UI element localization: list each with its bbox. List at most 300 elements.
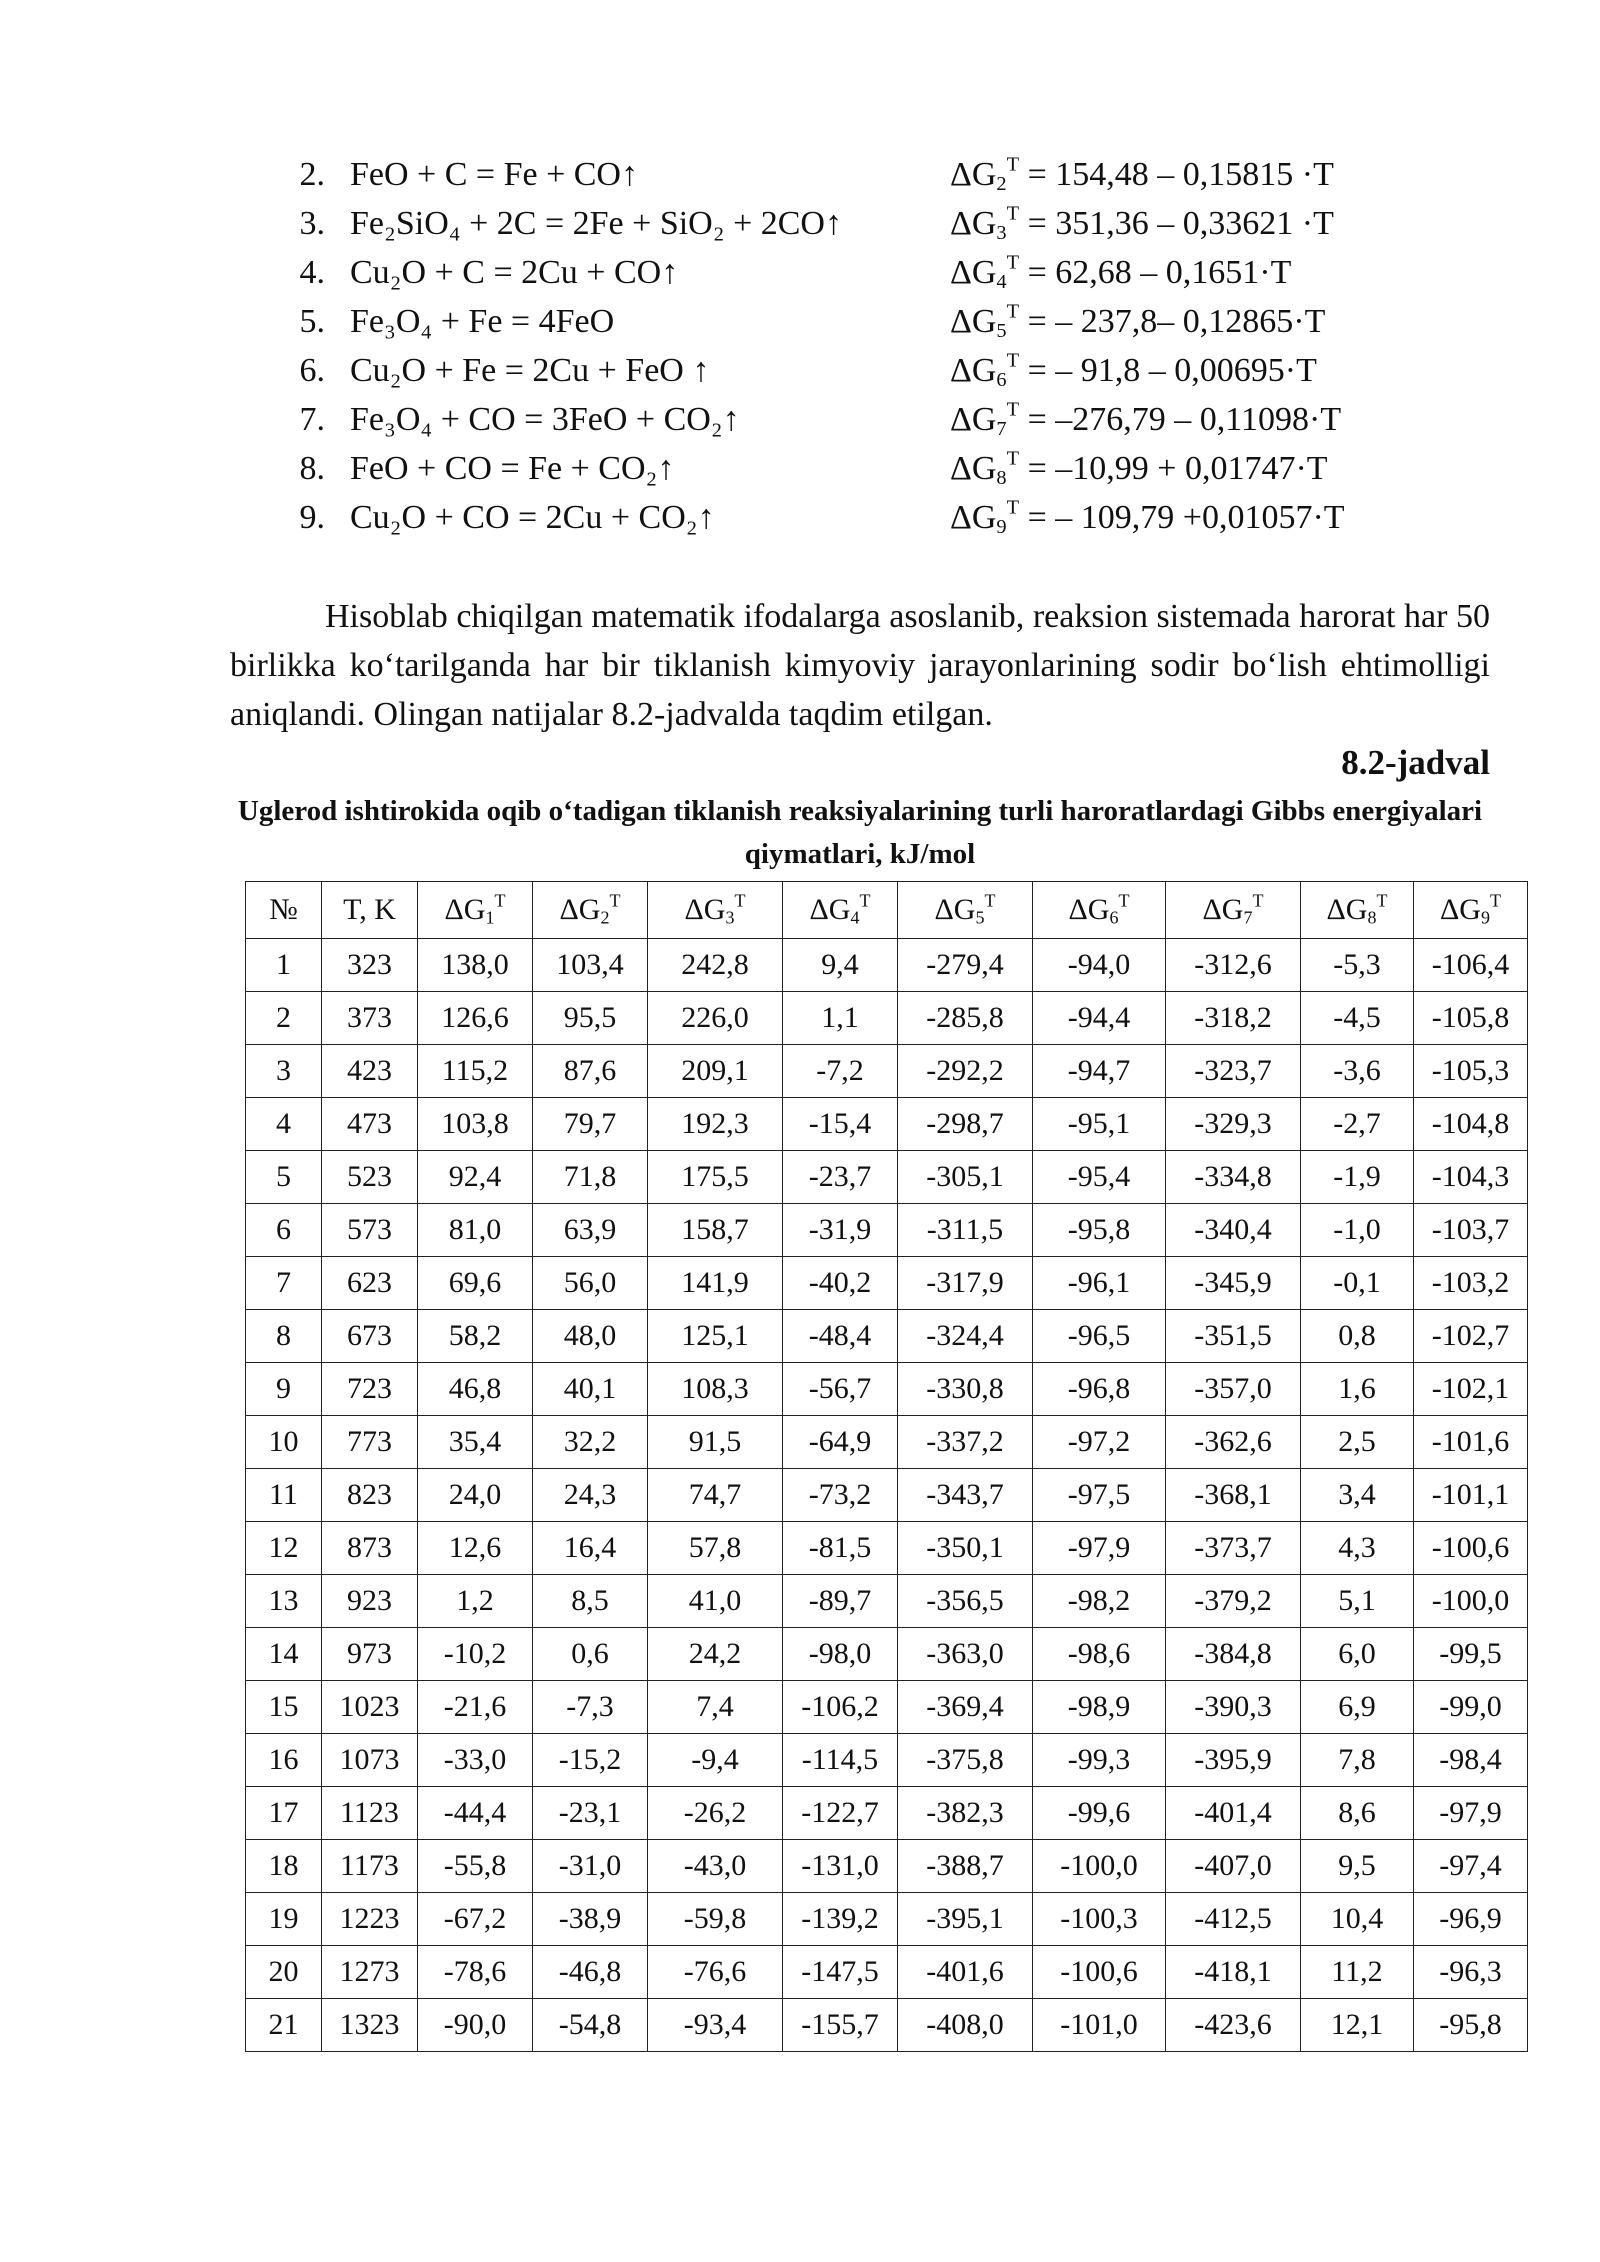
table-cell: -292,2 bbox=[898, 1045, 1033, 1098]
table-cell: 103,8 bbox=[418, 1098, 533, 1151]
table-row bbox=[246, 1522, 1528, 1575]
table-cell: -1,0 bbox=[1301, 1204, 1414, 1257]
table-cell: 12 bbox=[246, 1522, 322, 1575]
table-cell: -330,8 bbox=[898, 1363, 1033, 1416]
table-row bbox=[246, 1045, 1528, 1098]
equation-row bbox=[285, 395, 1415, 444]
table-cell: -97,5 bbox=[1033, 1469, 1166, 1522]
table-cell: -98,9 bbox=[1033, 1681, 1166, 1734]
column-header: $\Delta G_6^T$ bbox=[1033, 882, 1166, 939]
reaction-formula: Cu₂O + C = 2Cu + CO↑ bbox=[350, 254, 679, 291]
table-cell: -43,0 bbox=[648, 1840, 783, 1893]
table-cell: -382,3 bbox=[898, 1787, 1033, 1840]
table-cell: -423,6 bbox=[1166, 1999, 1301, 2052]
table-row bbox=[246, 1151, 1528, 1204]
table-cell: -395,9 bbox=[1166, 1734, 1301, 1787]
table-cell: -23,1 bbox=[533, 1787, 648, 1840]
column-header: $\Delta G_1^T$ bbox=[418, 882, 533, 939]
table-cell: -99,6 bbox=[1033, 1787, 1166, 1840]
table-cell: 125,1 bbox=[648, 1310, 783, 1363]
table-cell: -26,2 bbox=[648, 1787, 783, 1840]
table-cell: 69,6 bbox=[418, 1257, 533, 1310]
table-cell: -103,2 bbox=[1414, 1257, 1528, 1310]
table-row bbox=[246, 1999, 1528, 2052]
table-cell: -94,7 bbox=[1033, 1045, 1166, 1098]
table-cell: 103,4 bbox=[533, 939, 648, 992]
table-cell: 175,5 bbox=[648, 1151, 783, 1204]
table-cell: -54,8 bbox=[533, 1999, 648, 2052]
table-cell: 773 bbox=[322, 1416, 418, 1469]
table-body bbox=[246, 939, 1528, 2052]
table-cell: -407,0 bbox=[1166, 1840, 1301, 1893]
table-cell: 2,5 bbox=[1301, 1416, 1414, 1469]
table-row bbox=[246, 1787, 1528, 1840]
column-header: T, K bbox=[322, 882, 418, 939]
table-cell: -40,2 bbox=[783, 1257, 898, 1310]
table-cell: -99,5 bbox=[1414, 1628, 1528, 1681]
table-cell: -375,8 bbox=[898, 1734, 1033, 1787]
table-cell: -97,2 bbox=[1033, 1416, 1166, 1469]
table-cell: -343,7 bbox=[898, 1469, 1033, 1522]
table-cell: -351,5 bbox=[1166, 1310, 1301, 1363]
equation-number: 2. bbox=[299, 156, 325, 193]
table-cell: -373,7 bbox=[1166, 1522, 1301, 1575]
table-cell: -31,0 bbox=[533, 1840, 648, 1893]
table-cell: -59,8 bbox=[648, 1893, 783, 1946]
equation-row bbox=[285, 248, 1415, 297]
table-row bbox=[246, 992, 1528, 1045]
table-cell: -95,4 bbox=[1033, 1151, 1166, 1204]
table-cell: -81,5 bbox=[783, 1522, 898, 1575]
table-cell: -95,8 bbox=[1033, 1204, 1166, 1257]
table-cell: -357,0 bbox=[1166, 1363, 1301, 1416]
gibbs-expression: $\Delta G_7^T = -276,79 - 0,11098\cdot T$ bbox=[950, 398, 1342, 441]
table-cell: -388,7 bbox=[898, 1840, 1033, 1893]
table-cell: -64,9 bbox=[783, 1416, 898, 1469]
table-row bbox=[246, 1257, 1528, 1310]
table-cell: 18 bbox=[246, 1840, 322, 1893]
table-cell: -100,3 bbox=[1033, 1893, 1166, 1946]
table-cell: -340,4 bbox=[1166, 1204, 1301, 1257]
reaction-formula: FeO + C = Fe + CO↑ bbox=[350, 156, 638, 193]
table-row bbox=[246, 1734, 1528, 1787]
table-cell: -102,7 bbox=[1414, 1310, 1528, 1363]
table-cell: 15 bbox=[246, 1681, 322, 1734]
table-cell: 1 bbox=[246, 939, 322, 992]
table-cell: -98,6 bbox=[1033, 1628, 1166, 1681]
table-cell: -106,4 bbox=[1414, 939, 1528, 992]
table-cell: 48,0 bbox=[533, 1310, 648, 1363]
table-cell: 10 bbox=[246, 1416, 322, 1469]
table-cell: 108,3 bbox=[648, 1363, 783, 1416]
table-cell: 823 bbox=[322, 1469, 418, 1522]
column-header: $\Delta G_8^T$ bbox=[1301, 882, 1414, 939]
table-row bbox=[246, 1840, 1528, 1893]
table-cell: 9,4 bbox=[783, 939, 898, 992]
body-paragraph: Hisoblab chiqilgan matematik ifodalarga asoslanib, reaksion sistemada harorat har 50 birlikka ko‘tarilganda har bir tiklanish kimyoviy jarayonlarining sodir bo‘lish ehtimolligi aniqlandi. Olingan natijalar 8.2-jadvalda taqdim etilgan. bbox=[230, 598, 1490, 733]
table-cell: 3,4 bbox=[1301, 1469, 1414, 1522]
table-cell: -337,2 bbox=[898, 1416, 1033, 1469]
table-cell: -131,0 bbox=[783, 1840, 898, 1893]
table-cell: 40,1 bbox=[533, 1363, 648, 1416]
table-cell: 1,2 bbox=[418, 1575, 533, 1628]
table-cell: -78,6 bbox=[418, 1946, 533, 1999]
table-cell: -285,8 bbox=[898, 992, 1033, 1045]
table-cell: -48,4 bbox=[783, 1310, 898, 1363]
table-cell: 16,4 bbox=[533, 1522, 648, 1575]
equation-row bbox=[285, 346, 1415, 395]
table-row bbox=[246, 1575, 1528, 1628]
gibbs-expression: $\Delta G_4^T = 62,68 - 0,1651\cdot T$ bbox=[950, 251, 1292, 294]
table-cell: -379,2 bbox=[1166, 1575, 1301, 1628]
table-cell: -122,7 bbox=[783, 1787, 898, 1840]
table-cell: 92,4 bbox=[418, 1151, 533, 1204]
equation-row bbox=[285, 199, 1415, 248]
table-cell: -95,8 bbox=[1414, 1999, 1528, 2052]
equation-number: 8. bbox=[299, 450, 325, 487]
table-cell: 21 bbox=[246, 1999, 322, 2052]
equation-row bbox=[285, 493, 1415, 542]
column-header: $\Delta G_9^T$ bbox=[1414, 882, 1528, 939]
table-cell: 8,5 bbox=[533, 1575, 648, 1628]
table-cell: 623 bbox=[322, 1257, 418, 1310]
table-cell: -100,0 bbox=[1414, 1575, 1528, 1628]
table-cell: -1,9 bbox=[1301, 1151, 1414, 1204]
reaction-formula: Fe₃O₄ + Fe = 4FeO bbox=[350, 303, 615, 340]
table-cell: -412,5 bbox=[1166, 1893, 1301, 1946]
table-cell: 41,0 bbox=[648, 1575, 783, 1628]
table-cell: -362,6 bbox=[1166, 1416, 1301, 1469]
table-row bbox=[246, 1310, 1528, 1363]
table-cell: -55,8 bbox=[418, 1840, 533, 1893]
table-cell: 523 bbox=[322, 1151, 418, 1204]
table-cell: -15,4 bbox=[783, 1098, 898, 1151]
table-cell: 6,9 bbox=[1301, 1681, 1414, 1734]
table-cell: 35,4 bbox=[418, 1416, 533, 1469]
table-cell: -99,0 bbox=[1414, 1681, 1528, 1734]
table-header-row bbox=[246, 882, 1528, 939]
table-cell: -95,1 bbox=[1033, 1098, 1166, 1151]
gibbs-expression: $\Delta G_3^T = 351,36 - 0,33621 \cdot T$ bbox=[950, 202, 1334, 245]
table-cell: 5 bbox=[246, 1151, 322, 1204]
table-cell: -93,4 bbox=[648, 1999, 783, 2052]
table-row bbox=[246, 1893, 1528, 1946]
table-cell: -0,1 bbox=[1301, 1257, 1414, 1310]
table-cell: -97,9 bbox=[1033, 1522, 1166, 1575]
table-cell: 323 bbox=[322, 939, 418, 992]
table-cell: -101,1 bbox=[1414, 1469, 1528, 1522]
table-cell: 24,3 bbox=[533, 1469, 648, 1522]
table-cell: 7 bbox=[246, 1257, 322, 1310]
column-header: $\Delta G_4^T$ bbox=[783, 882, 898, 939]
table-cell: 9 bbox=[246, 1363, 322, 1416]
table-cell: 673 bbox=[322, 1310, 418, 1363]
table-cell: -395,1 bbox=[898, 1893, 1033, 1946]
table-cell: -9,4 bbox=[648, 1734, 783, 1787]
table-cell: 9,5 bbox=[1301, 1840, 1414, 1893]
table-cell: 723 bbox=[322, 1363, 418, 1416]
table-cell: -102,1 bbox=[1414, 1363, 1528, 1416]
table-cell: 74,7 bbox=[648, 1469, 783, 1522]
table-cell: 573 bbox=[322, 1204, 418, 1257]
table-cell: 81,0 bbox=[418, 1204, 533, 1257]
table-cell: -96,8 bbox=[1033, 1363, 1166, 1416]
column-header: $\Delta G_2^T$ bbox=[533, 882, 648, 939]
table-cell: -114,5 bbox=[783, 1734, 898, 1787]
table-cell: -98,4 bbox=[1414, 1734, 1528, 1787]
table-cell: 13 bbox=[246, 1575, 322, 1628]
table-cell: 1,1 bbox=[783, 992, 898, 1045]
column-header: № bbox=[246, 882, 322, 939]
table-cell: -97,4 bbox=[1414, 1840, 1528, 1893]
table-cell: -73,2 bbox=[783, 1469, 898, 1522]
table-cell: -97,9 bbox=[1414, 1787, 1528, 1840]
gibbs-expression: $\Delta G_6^T$ = – 91,8 – 0,00695·T bbox=[950, 349, 1317, 392]
equation-number: 6. bbox=[299, 352, 325, 389]
table-row bbox=[246, 1946, 1528, 1999]
table-cell: 24,0 bbox=[418, 1469, 533, 1522]
table-cell: -318,2 bbox=[1166, 992, 1301, 1045]
table-cell: -104,3 bbox=[1414, 1151, 1528, 1204]
equation-list bbox=[285, 150, 1415, 542]
table-cell: -298,7 bbox=[898, 1098, 1033, 1151]
table-cell: 873 bbox=[322, 1522, 418, 1575]
table-cell: -390,3 bbox=[1166, 1681, 1301, 1734]
table-cell: 71,8 bbox=[533, 1151, 648, 1204]
table-cell: 7,8 bbox=[1301, 1734, 1414, 1787]
table-cell: -363,0 bbox=[898, 1628, 1033, 1681]
table-cell: -350,1 bbox=[898, 1522, 1033, 1575]
table-caption: Uglerod ishtirokida oqib o‘tadigan tiklanish reaksiyalarining turli haroratlardagi Gibbs energiyalari qiymatlari, kJ/mol bbox=[237, 795, 1483, 870]
table-cell: -279,4 bbox=[898, 939, 1033, 992]
table-cell: 17 bbox=[246, 1787, 322, 1840]
table-cell: -10,2 bbox=[418, 1628, 533, 1681]
table-cell: -21,6 bbox=[418, 1681, 533, 1734]
table-row bbox=[246, 1469, 1528, 1522]
table-row bbox=[246, 1628, 1528, 1681]
table-cell: -368,1 bbox=[1166, 1469, 1301, 1522]
table-cell: 423 bbox=[322, 1045, 418, 1098]
table-cell: -98,0 bbox=[783, 1628, 898, 1681]
table-cell: -105,3 bbox=[1414, 1045, 1528, 1098]
table-cell: -324,4 bbox=[898, 1310, 1033, 1363]
table-cell: -334,8 bbox=[1166, 1151, 1301, 1204]
table-cell: -106,2 bbox=[783, 1681, 898, 1734]
gibbs-expression: $\Delta G_5^T$ = – 237,8– 0,12865·T bbox=[950, 300, 1326, 343]
table-cell: -31,9 bbox=[783, 1204, 898, 1257]
table-cell: 473 bbox=[322, 1098, 418, 1151]
table-cell: -38,9 bbox=[533, 1893, 648, 1946]
table-cell: 115,2 bbox=[418, 1045, 533, 1098]
table-cell: -104,8 bbox=[1414, 1098, 1528, 1151]
table-cell: -89,7 bbox=[783, 1575, 898, 1628]
table-cell: -44,4 bbox=[418, 1787, 533, 1840]
table-cell: -418,1 bbox=[1166, 1946, 1301, 1999]
equation-row bbox=[285, 150, 1415, 199]
table-cell: 1073 bbox=[322, 1734, 418, 1787]
table-cell: 14 bbox=[246, 1628, 322, 1681]
table-row bbox=[246, 1098, 1528, 1151]
table-row bbox=[246, 1681, 1528, 1734]
table-cell: 11,2 bbox=[1301, 1946, 1414, 1999]
table-cell: -139,2 bbox=[783, 1893, 898, 1946]
table-cell: -369,4 bbox=[898, 1681, 1033, 1734]
equation-number: 5. bbox=[299, 303, 325, 340]
table-cell: 8,6 bbox=[1301, 1787, 1414, 1840]
table-cell: -3,6 bbox=[1301, 1045, 1414, 1098]
table-cell: -96,3 bbox=[1414, 1946, 1528, 1999]
table-cell: -33,0 bbox=[418, 1734, 533, 1787]
reaction-formula: Fe₃O₄ + CO = 3FeO + CO₂↑ bbox=[350, 401, 740, 438]
table-row bbox=[246, 1363, 1528, 1416]
table-cell: 0,8 bbox=[1301, 1310, 1414, 1363]
table-cell: -100,6 bbox=[1033, 1946, 1166, 1999]
equation-number: 4. bbox=[299, 254, 325, 291]
table-cell: -46,8 bbox=[533, 1946, 648, 1999]
table-cell: 2 bbox=[246, 992, 322, 1045]
table-cell: 158,7 bbox=[648, 1204, 783, 1257]
table-cell: -96,5 bbox=[1033, 1310, 1166, 1363]
table-cell: -311,5 bbox=[898, 1204, 1033, 1257]
table-cell: 12,1 bbox=[1301, 1999, 1414, 2052]
table-row bbox=[246, 1204, 1528, 1257]
table-cell: -305,1 bbox=[898, 1151, 1033, 1204]
reaction-formula: Cu₂O + Fe = 2Cu + FeO ↑ bbox=[350, 352, 710, 389]
table-cell: -408,0 bbox=[898, 1999, 1033, 2052]
table-cell: 126,6 bbox=[418, 992, 533, 1045]
table-cell: 10,4 bbox=[1301, 1893, 1414, 1946]
column-header: $\Delta G_5^T$ bbox=[898, 882, 1033, 939]
table-cell: -56,7 bbox=[783, 1363, 898, 1416]
table-cell: -147,5 bbox=[783, 1946, 898, 1999]
gibbs-expression: $\Delta G_9^T$ = – 109,79 +0,01057·T bbox=[950, 496, 1345, 539]
column-header: $\Delta G_7^T$ bbox=[1166, 882, 1301, 939]
table-cell: 923 bbox=[322, 1575, 418, 1628]
table-cell: 56,0 bbox=[533, 1257, 648, 1310]
table-cell: 16 bbox=[246, 1734, 322, 1787]
column-header: $\Delta G_3^T$ bbox=[648, 882, 783, 939]
table-cell: 226,0 bbox=[648, 992, 783, 1045]
table-cell: -2,7 bbox=[1301, 1098, 1414, 1151]
table-cell: 6,0 bbox=[1301, 1628, 1414, 1681]
table-cell: -323,7 bbox=[1166, 1045, 1301, 1098]
table-cell: 209,1 bbox=[648, 1045, 783, 1098]
equation-number: 3. bbox=[299, 205, 325, 242]
table-cell: 8 bbox=[246, 1310, 322, 1363]
table-cell: -15,2 bbox=[533, 1734, 648, 1787]
table-cell: -317,9 bbox=[898, 1257, 1033, 1310]
table-cell: -155,7 bbox=[783, 1999, 898, 2052]
table-cell: 141,9 bbox=[648, 1257, 783, 1310]
table-cell: -101,6 bbox=[1414, 1416, 1528, 1469]
table-cell: -5,3 bbox=[1301, 939, 1414, 992]
table-cell: 1123 bbox=[322, 1787, 418, 1840]
table-cell: 24,2 bbox=[648, 1628, 783, 1681]
table-cell: -345,9 bbox=[1166, 1257, 1301, 1310]
table-cell: -100,0 bbox=[1033, 1840, 1166, 1893]
table-cell: -312,6 bbox=[1166, 939, 1301, 992]
table-cell: 87,6 bbox=[533, 1045, 648, 1098]
table-cell: -4,5 bbox=[1301, 992, 1414, 1045]
equation-row bbox=[285, 297, 1415, 346]
table-label: 8.2-jadval bbox=[1341, 743, 1490, 782]
equation-number: 9. bbox=[299, 499, 325, 536]
table-cell: 63,9 bbox=[533, 1204, 648, 1257]
table-cell: -76,6 bbox=[648, 1946, 783, 1999]
table-cell: 11 bbox=[246, 1469, 322, 1522]
table-cell: -401,4 bbox=[1166, 1787, 1301, 1840]
reaction-formula: Cu₂O + CO = 2Cu + CO₂↑ bbox=[350, 499, 715, 536]
table-cell: 3 bbox=[246, 1045, 322, 1098]
table-cell: 1223 bbox=[322, 1893, 418, 1946]
table-cell: 58,2 bbox=[418, 1310, 533, 1363]
table-cell: -90,0 bbox=[418, 1999, 533, 2052]
table-cell: 6 bbox=[246, 1204, 322, 1257]
table-cell: -105,8 bbox=[1414, 992, 1528, 1045]
table-cell: 242,8 bbox=[648, 939, 783, 992]
reaction-formula: FeO + CO = Fe + CO₂↑ bbox=[350, 450, 675, 487]
table-cell: 138,0 bbox=[418, 939, 533, 992]
table-cell: 4,3 bbox=[1301, 1522, 1414, 1575]
equation-row bbox=[285, 444, 1415, 493]
table-cell: 4 bbox=[246, 1098, 322, 1151]
table-row bbox=[246, 1416, 1528, 1469]
table-cell: -94,4 bbox=[1033, 992, 1166, 1045]
gibbs-energy-table bbox=[245, 881, 1528, 2052]
table-cell: 12,6 bbox=[418, 1522, 533, 1575]
table-cell: 373 bbox=[322, 992, 418, 1045]
table-cell: -100,6 bbox=[1414, 1522, 1528, 1575]
reaction-formula: Fe₂SiO₄ + 2C = 2Fe + SiO₂ + 2CO↑ bbox=[350, 205, 842, 242]
equation-number: 7. bbox=[299, 401, 325, 438]
table-cell: 32,2 bbox=[533, 1416, 648, 1469]
table-cell: 973 bbox=[322, 1628, 418, 1681]
table-row bbox=[246, 939, 1528, 992]
table-cell: 46,8 bbox=[418, 1363, 533, 1416]
table-cell: 91,5 bbox=[648, 1416, 783, 1469]
table-cell: -356,5 bbox=[898, 1575, 1033, 1628]
table-cell: 5,1 bbox=[1301, 1575, 1414, 1628]
table-cell: 1,6 bbox=[1301, 1363, 1414, 1416]
table-cell: 1023 bbox=[322, 1681, 418, 1734]
table-cell: -23,7 bbox=[783, 1151, 898, 1204]
table-cell: -98,2 bbox=[1033, 1575, 1166, 1628]
table-cell: 95,5 bbox=[533, 992, 648, 1045]
table-cell: 1273 bbox=[322, 1946, 418, 1999]
table-cell: 19 bbox=[246, 1893, 322, 1946]
table-cell: 79,7 bbox=[533, 1098, 648, 1151]
table-cell: -7,2 bbox=[783, 1045, 898, 1098]
table-cell: -401,6 bbox=[898, 1946, 1033, 1999]
table-cell: 1323 bbox=[322, 1999, 418, 2052]
table-cell: -67,2 bbox=[418, 1893, 533, 1946]
table-cell: 20 bbox=[246, 1946, 322, 1999]
table-cell: -96,1 bbox=[1033, 1257, 1166, 1310]
gibbs-expression: $\Delta G_2^T = 154,48 - 0,15815 \cdot T$ bbox=[950, 153, 1334, 196]
table-cell: 0,6 bbox=[533, 1628, 648, 1681]
table-cell: -7,3 bbox=[533, 1681, 648, 1734]
table-cell: -96,9 bbox=[1414, 1893, 1528, 1946]
table-cell: 7,4 bbox=[648, 1681, 783, 1734]
table-cell: 1173 bbox=[322, 1840, 418, 1893]
table-cell: -384,8 bbox=[1166, 1628, 1301, 1681]
gibbs-expression: $\Delta G_8^T = -10,99 + 0,01747\cdot T$ bbox=[950, 447, 1328, 490]
table-cell: -329,3 bbox=[1166, 1098, 1301, 1151]
table-cell: -94,0 bbox=[1033, 939, 1166, 992]
table-cell: -101,0 bbox=[1033, 1999, 1166, 2052]
table-cell: -103,7 bbox=[1414, 1204, 1528, 1257]
table-cell: -99,3 bbox=[1033, 1734, 1166, 1787]
